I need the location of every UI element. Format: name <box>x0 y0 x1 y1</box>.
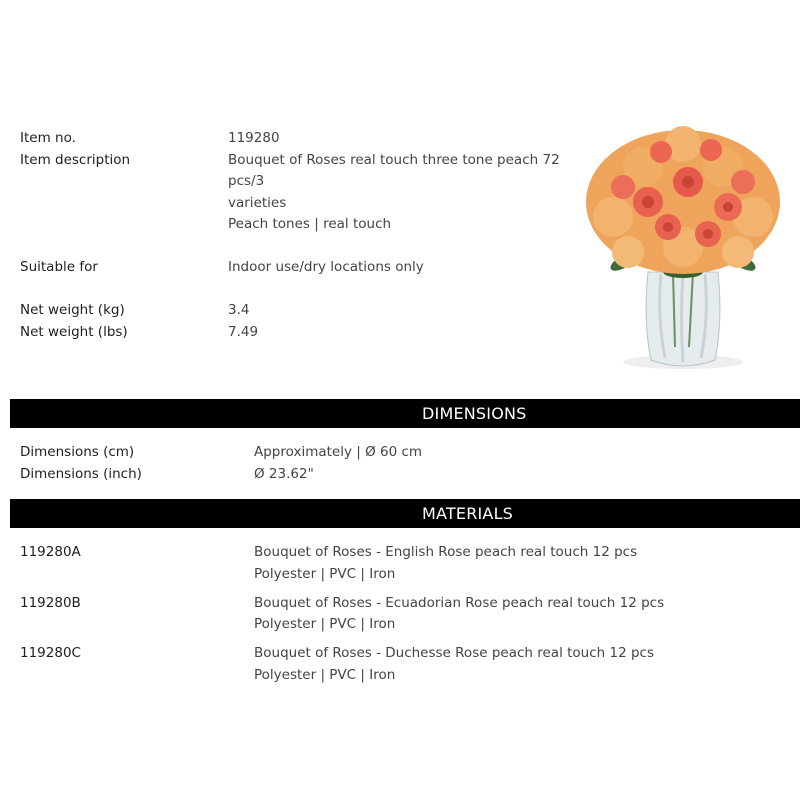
net-weight-lbs-row <box>20 322 600 344</box>
material-item <box>20 542 664 585</box>
net-weight-lbs-label: Net weight (lbs) <box>20 323 128 340</box>
product-image <box>583 122 783 377</box>
dimensions-header: DIMENSIONS <box>10 399 800 428</box>
item-description-line: Bouquet of Roses real touch three tone peach 72 pcs/3 <box>228 151 560 189</box>
item-no-value: 119280 <box>228 130 280 146</box>
item-no-row <box>20 128 600 150</box>
item-description-value <box>228 150 583 236</box>
dimensions-cm-value: Approximately | Ø 60 cm <box>254 444 423 460</box>
product-info <box>20 128 600 343</box>
material-name: Bouquet of Roses - Duchesse Rose peach real touch 12 pcs <box>254 645 654 661</box>
material-name: Bouquet of Roses - Ecuadorian Rose peach real touch 12 pcs <box>254 594 665 611</box>
net-weight-lbs-value: 7.49 <box>228 323 259 340</box>
dimensions-inch-label: Dimensions (inch) <box>20 465 142 482</box>
dimensions-cm-row <box>20 442 609 464</box>
dimensions-inch-row <box>20 464 609 486</box>
material-composition: Polyester | PVC | Iron <box>254 666 396 683</box>
material-name: Bouquet of Roses - English Rose peach real touch 12 pcs <box>254 544 638 560</box>
materials-header: MATERIALS <box>10 499 800 528</box>
materials-section <box>20 542 664 694</box>
item-no-label: Item no. <box>20 130 76 146</box>
material-item <box>20 643 664 686</box>
dimensions-cm-label: Dimensions (cm) <box>20 444 135 460</box>
item-description-line: varieties <box>228 194 287 211</box>
suitable-for-label: Suitable for <box>20 259 98 275</box>
material-composition: Polyester | PVC | Iron <box>254 616 396 632</box>
item-description-tones: Peach tones | real touch <box>228 216 392 232</box>
net-weight-kg-row <box>20 300 600 322</box>
material-description <box>254 542 637 585</box>
item-description-label: Item description <box>20 151 131 168</box>
material-code: 119280B <box>20 594 81 611</box>
suitable-for-row <box>20 257 600 279</box>
material-code: 119280A <box>20 544 81 560</box>
material-item <box>20 593 664 636</box>
net-weight-kg-label: Net weight (kg) <box>20 302 125 318</box>
material-composition: Polyester | PVC | Iron <box>254 565 396 582</box>
net-weight-kg-value: 3.4 <box>228 302 250 318</box>
material-code: 119280C <box>20 645 81 661</box>
material-description <box>254 593 664 636</box>
material-description <box>254 643 654 686</box>
suitable-for-value: Indoor use/dry locations only <box>228 259 424 275</box>
dimensions-section <box>20 442 609 485</box>
dimensions-inch-value: Ø 23.62" <box>254 465 314 482</box>
item-description-row <box>20 150 600 236</box>
